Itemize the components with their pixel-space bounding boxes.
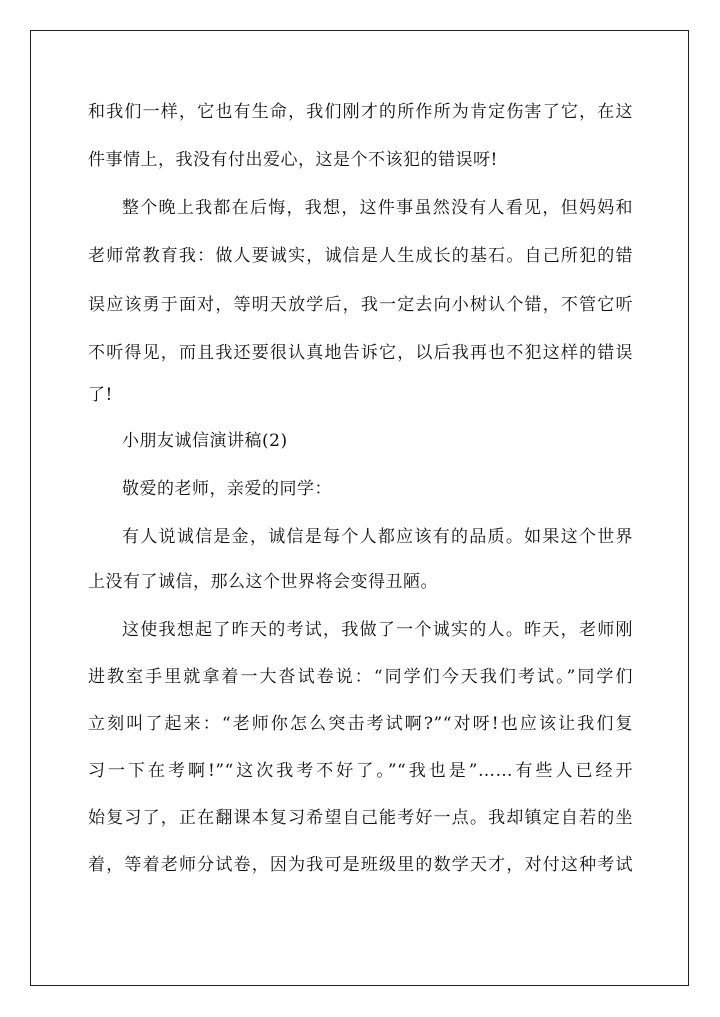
salutation: 敬爱的老师，亲爱的同学： (122, 479, 332, 499)
paragraph-line: 立刻叫了起来：“老师你怎么突击考试啊?”“对呀!也应该让我们复 (88, 714, 633, 734)
section-heading: 小朋友诚信演讲稿(2) (122, 431, 288, 451)
paragraph-line: 上没有了诚信，那么这个世界将会变得丑陋。 (88, 572, 438, 592)
paragraph-line: 习一下在考啊!”“这次我考不好了。”“我也是”……有些人已经开 (88, 761, 633, 781)
paragraph-line: 误应该勇于面对，等明天放学后，我一定去向小树认个错，不管它听 (88, 295, 633, 315)
paragraph-line: 件事情上，我没有付出爱心，这是个不该犯的错误呀! (88, 150, 498, 170)
paragraph-line: 了! (88, 385, 113, 405)
paragraph-line: 这使我想起了昨天的考试，我做了一个诚实的人。昨天，老师刚 (122, 620, 633, 640)
paragraph-line: 不听得见，而且我还要很认真地告诉它，以后我再也不犯这样的错误 (88, 343, 633, 363)
paragraph-line: 整个晚上我都在后悔，我想，这件事虽然没有人看见，但妈妈和 (122, 198, 633, 218)
paragraph-line: 老师常教育我：做人要诚实，诚信是人生成长的基石。自己所犯的错 (88, 246, 633, 266)
paragraph-line: 有人说诚信是金，诚信是每个人都应该有的品质。如果这个世界 (122, 527, 633, 547)
paragraph-line: 始复习了，正在翻课本复习希望自己能考好一点。我却镇定自若的坐 (88, 808, 633, 828)
paragraph-line: 着，等着老师分试卷，因为我可是班级里的数学天才，对付这种考试 (88, 855, 633, 875)
paragraph-line: 和我们一样，它也有生命，我们刚才的所作所为肯定伤害了它，在这 (88, 102, 633, 122)
paragraph-line: 进教室手里就拿着一大沓试卷说：“同学们今天我们考试。”同学们 (88, 667, 633, 687)
